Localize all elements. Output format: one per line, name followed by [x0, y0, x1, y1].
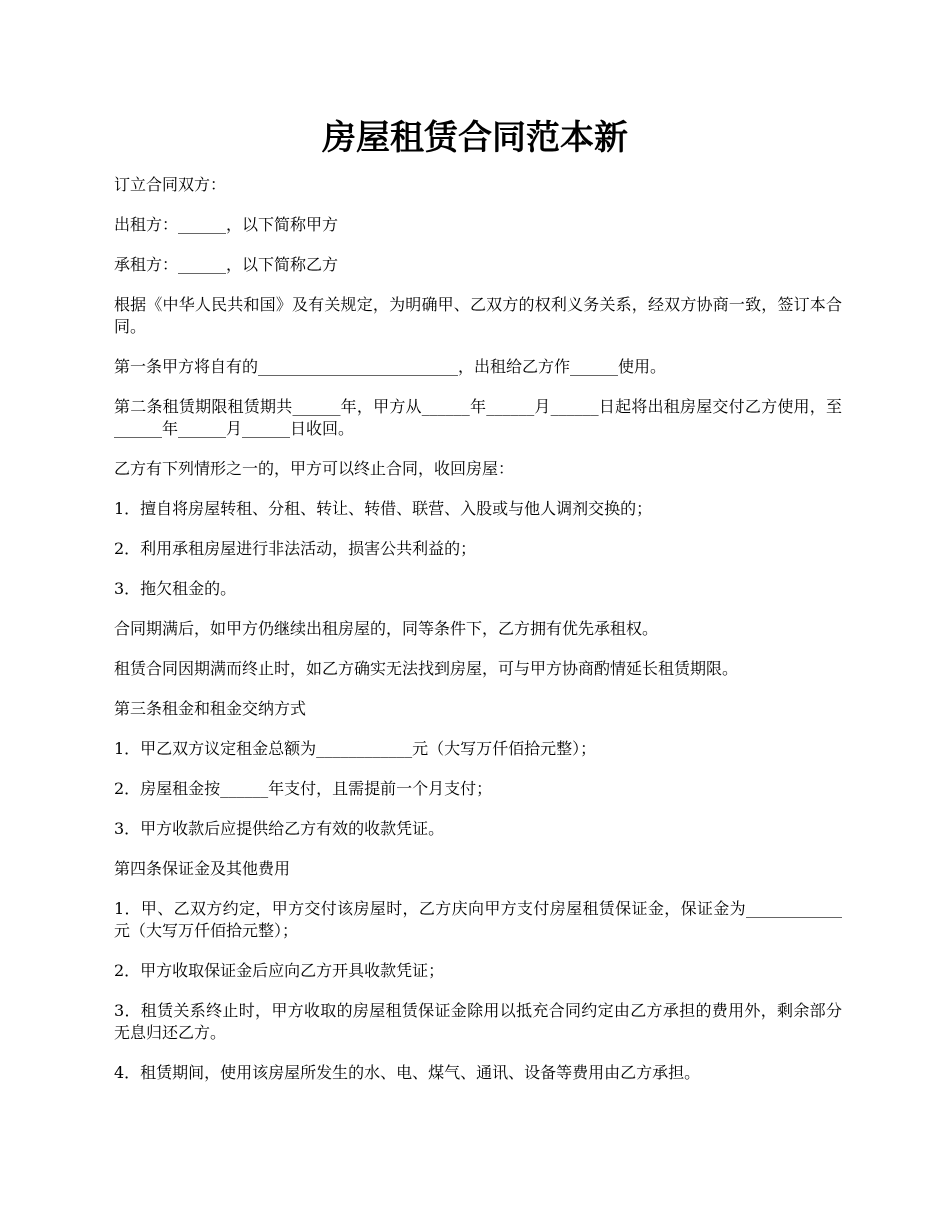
paragraph-extension: 租赁合同因期满而终止时，如乙方确实无法找到房屋，可与甲方协商酌情延长租赁期限。: [114, 659, 739, 678]
paragraph-rent-3: 3．甲方收款后应提供给乙方有效的收款凭证。: [114, 819, 445, 838]
paragraph-priority-renewal: 合同期满后，如甲方仍继续出租房屋的，同等条件下，乙方拥有优先承租权。: [114, 619, 659, 638]
paragraph-lessee: 承租方：______，以下简称乙方: [114, 255, 339, 274]
paragraph-deposit-2: 2．甲方收取保证金后应向乙方开具收款凭证；: [114, 961, 445, 980]
paragraph-deposit-3: 3．租赁关系终止时，甲方收取的房屋租赁保证金除用以抵充合同约定由乙方承担的费用外，剩余部分无息归还乙方。: [114, 1001, 842, 1042]
paragraph-article-4-heading: 第四条保证金及其他费用: [114, 859, 291, 878]
document-body: [114, 174, 842, 1102]
paragraph-deposit-4: 4．租赁期间，使用该房屋所发生的水、电、煤气、通讯、设备等费用由乙方承担。: [114, 1063, 701, 1082]
paragraph-article-2: 第二条租赁期限租赁期共______年，甲方从______年______月______日起将出租房屋交付乙方使用，至______年______月______日收回。: [114, 397, 842, 438]
paragraph-article-3-heading: 第三条租金和租金交纳方式: [114, 699, 307, 718]
paragraph-condition-3: 3．拖欠租金的。: [114, 579, 237, 598]
paragraph-article-1: 第一条甲方将自有的_________________________，出租给乙方作______使用。: [114, 357, 667, 376]
paragraph-deposit-1: 1．甲、乙双方约定，甲方交付该房屋时，乙方庆向甲方支付房屋租赁保证金，保证金为____________元（大写万仟佰拾元整）；: [114, 899, 842, 940]
paragraph-condition-2: 2．利用承租房屋进行非法活动，损害公共利益的；: [114, 539, 477, 558]
document-title: 房屋租赁合同范本新: [322, 118, 628, 158]
paragraph-termination-conditions: 乙方有下列情形之一的，甲方可以终止合同，收回房屋：: [114, 459, 515, 478]
paragraph-preamble: 根据《中华人民共和国》及有关规定，为明确甲、乙双方的权利义务关系，经双方协商一致，签订本合同。: [114, 295, 842, 336]
paragraph-parties-intro: 订立合同双方：: [114, 175, 227, 194]
paragraph-rent-1: 1．甲乙双方议定租金总额为____________元（大写万仟佰拾元整）；: [114, 739, 597, 758]
paragraph-rent-2: 2．房屋租金按______年支付，且需提前一个月支付；: [114, 779, 493, 798]
paragraph-condition-1: 1．擅自将房屋转租、分租、转让、转借、联营、入股或与他人调剂交换的；: [114, 499, 653, 518]
paragraph-lessor: 出租方：______，以下简称甲方: [114, 215, 339, 234]
